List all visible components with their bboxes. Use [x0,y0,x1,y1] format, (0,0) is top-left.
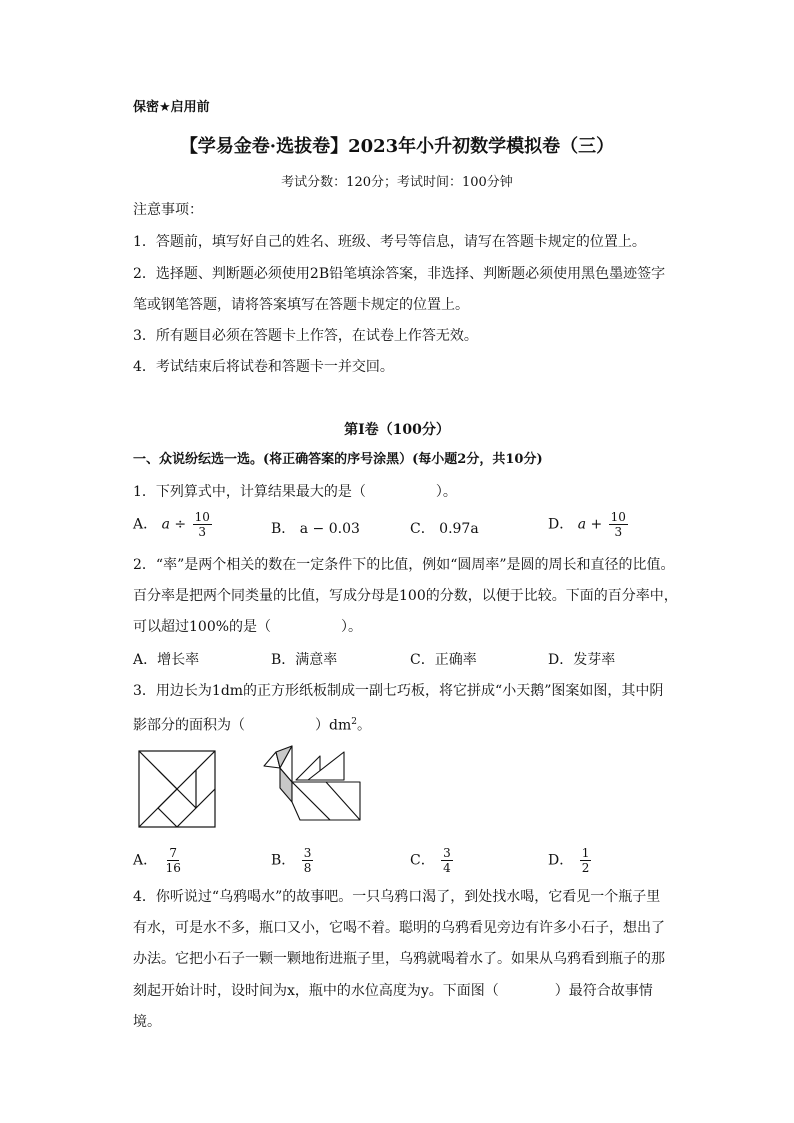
option-expression: 0.97a [439,521,479,537]
option-label: C． [410,852,435,869]
fraction [164,846,183,875]
q3-line-text: 影部分的面积为（ ）dm [133,717,352,734]
swan-tangram-figure [260,742,364,828]
section-title: 第Ⅰ卷（100分） [344,422,450,438]
fraction [609,510,628,539]
q4-line: 4．你听说过“乌鸦喝水”的故事吧。一只乌鸦口渴了，到处找水喝，它看见一个瓶子里 [133,889,661,905]
q1-option-b [271,518,360,538]
q3-line-end: 。 [356,717,371,734]
q4-line: 办法。它把小石子一颗一颗地衔进瓶子里，乌鸦就喝着水了。如果从乌鸦看到瓶子的那 [133,951,665,967]
exam-subtitle: 考试分数：120分；考试时间：100分钟 [281,175,513,190]
fraction-numerator: 3 [443,846,451,860]
option-expression: a ÷ [161,516,187,533]
q4-line: 刻起开始计时，设时间为x，瓶中的水位高度为y。下面图（ ）最符合故事情 [133,983,653,999]
q3-option-c [410,846,455,875]
q2-line: 可以超过100%的是（ ）。 [133,619,363,635]
fraction-denominator: 16 [165,861,181,875]
tangram-edge [158,808,177,827]
option-expression: a + [577,516,603,533]
fraction-numerator: 10 [194,510,210,524]
q4-line: 有水，可是水不多，瓶口又小，它喝不着。聪明的乌鸦看见旁边有许多小石子，想出了 [133,920,665,936]
q2-option-a: A．增长率 [133,652,200,668]
fraction [193,510,212,539]
fraction-numerator: 7 [169,846,178,860]
option-expression: a − 0.03 [299,521,360,537]
fraction [302,846,314,875]
q4-line: 境。 [133,1014,161,1030]
fraction [580,846,592,875]
fraction-denominator: 3 [614,525,623,539]
option-label: A． [133,852,158,869]
notice-item: 4．考试结束后将试卷和答题卡一并交回。 [133,359,394,375]
q1-option-c [410,518,479,538]
q1-stem: 1．下列算式中，计算结果最大的是（ ）。 [133,484,457,500]
q3-line [133,712,371,736]
part-heading: 一、众说纷纭选一选。(将正确答案的序号涂黑）(每小题2分，共10分) [133,452,543,467]
notice-item: 1．答题前，填写好自己的姓名、班级、考号等信息，请写在答题卡规定的位置上。 [133,234,646,250]
fraction-numerator: 3 [303,846,312,860]
q3-line: 3．用边长为1dm的正方形纸板制成一副七巧板，将它拼成“小天鹅”图案如图，其中阴 [133,683,664,699]
secret-mark: 保密★启用前 [133,100,210,115]
q2-option-d: D．发芽率 [548,652,616,668]
notice-item: 3．所有题目必须在答题卡上作答，在试卷上作答无效。 [133,328,478,344]
option-label: A． [133,516,158,533]
q2-option-c: C．正确率 [410,652,477,668]
fraction-denominator: 2 [581,861,590,875]
q2-option-b: B．满意率 [271,652,338,668]
q3-option-a [133,846,185,875]
q1-option-d [548,510,630,539]
fraction-denominator: 8 [303,861,312,875]
notice-heading: 注意事项： [133,202,203,218]
q3-option-b [271,846,315,875]
option-label: B． [271,521,296,537]
notice-item: 2．选择题、判断题必须使用2B铅笔填涂答案，非选择、判断题必须使用黑色墨迹签字 [133,266,666,282]
tangram-edge [158,789,177,808]
fraction-denominator: 4 [443,861,451,875]
fraction-numerator: 10 [610,510,626,524]
q3-unit-exponent: 2 [351,717,357,727]
q1-option-a [133,510,214,539]
option-label: B． [271,852,296,869]
tangram-square-figure [138,750,216,828]
exam-title: 【学易金卷·选拔卷】2023年小升初数学模拟卷（三） [179,136,615,157]
q2-line: 2．“率”是两个相关的数在一定条件下的比值，例如“圆周率”是圆的周长和直径的比值。 [133,557,675,573]
option-label: D． [548,516,574,533]
notice-item: 笔或钢笔答题，请将答案填写在答题卡规定的位置上。 [133,297,469,313]
fraction [441,846,453,875]
q3-option-d [548,846,593,875]
option-label: D． [548,852,574,869]
option-label: C． [410,521,435,537]
fraction-denominator: 3 [198,525,207,539]
fraction-numerator: 1 [581,846,590,860]
q2-line: 百分率是把两个同类量的比值，写成分母是100的分数，以便于比较。下面的百分率中， [133,588,678,604]
